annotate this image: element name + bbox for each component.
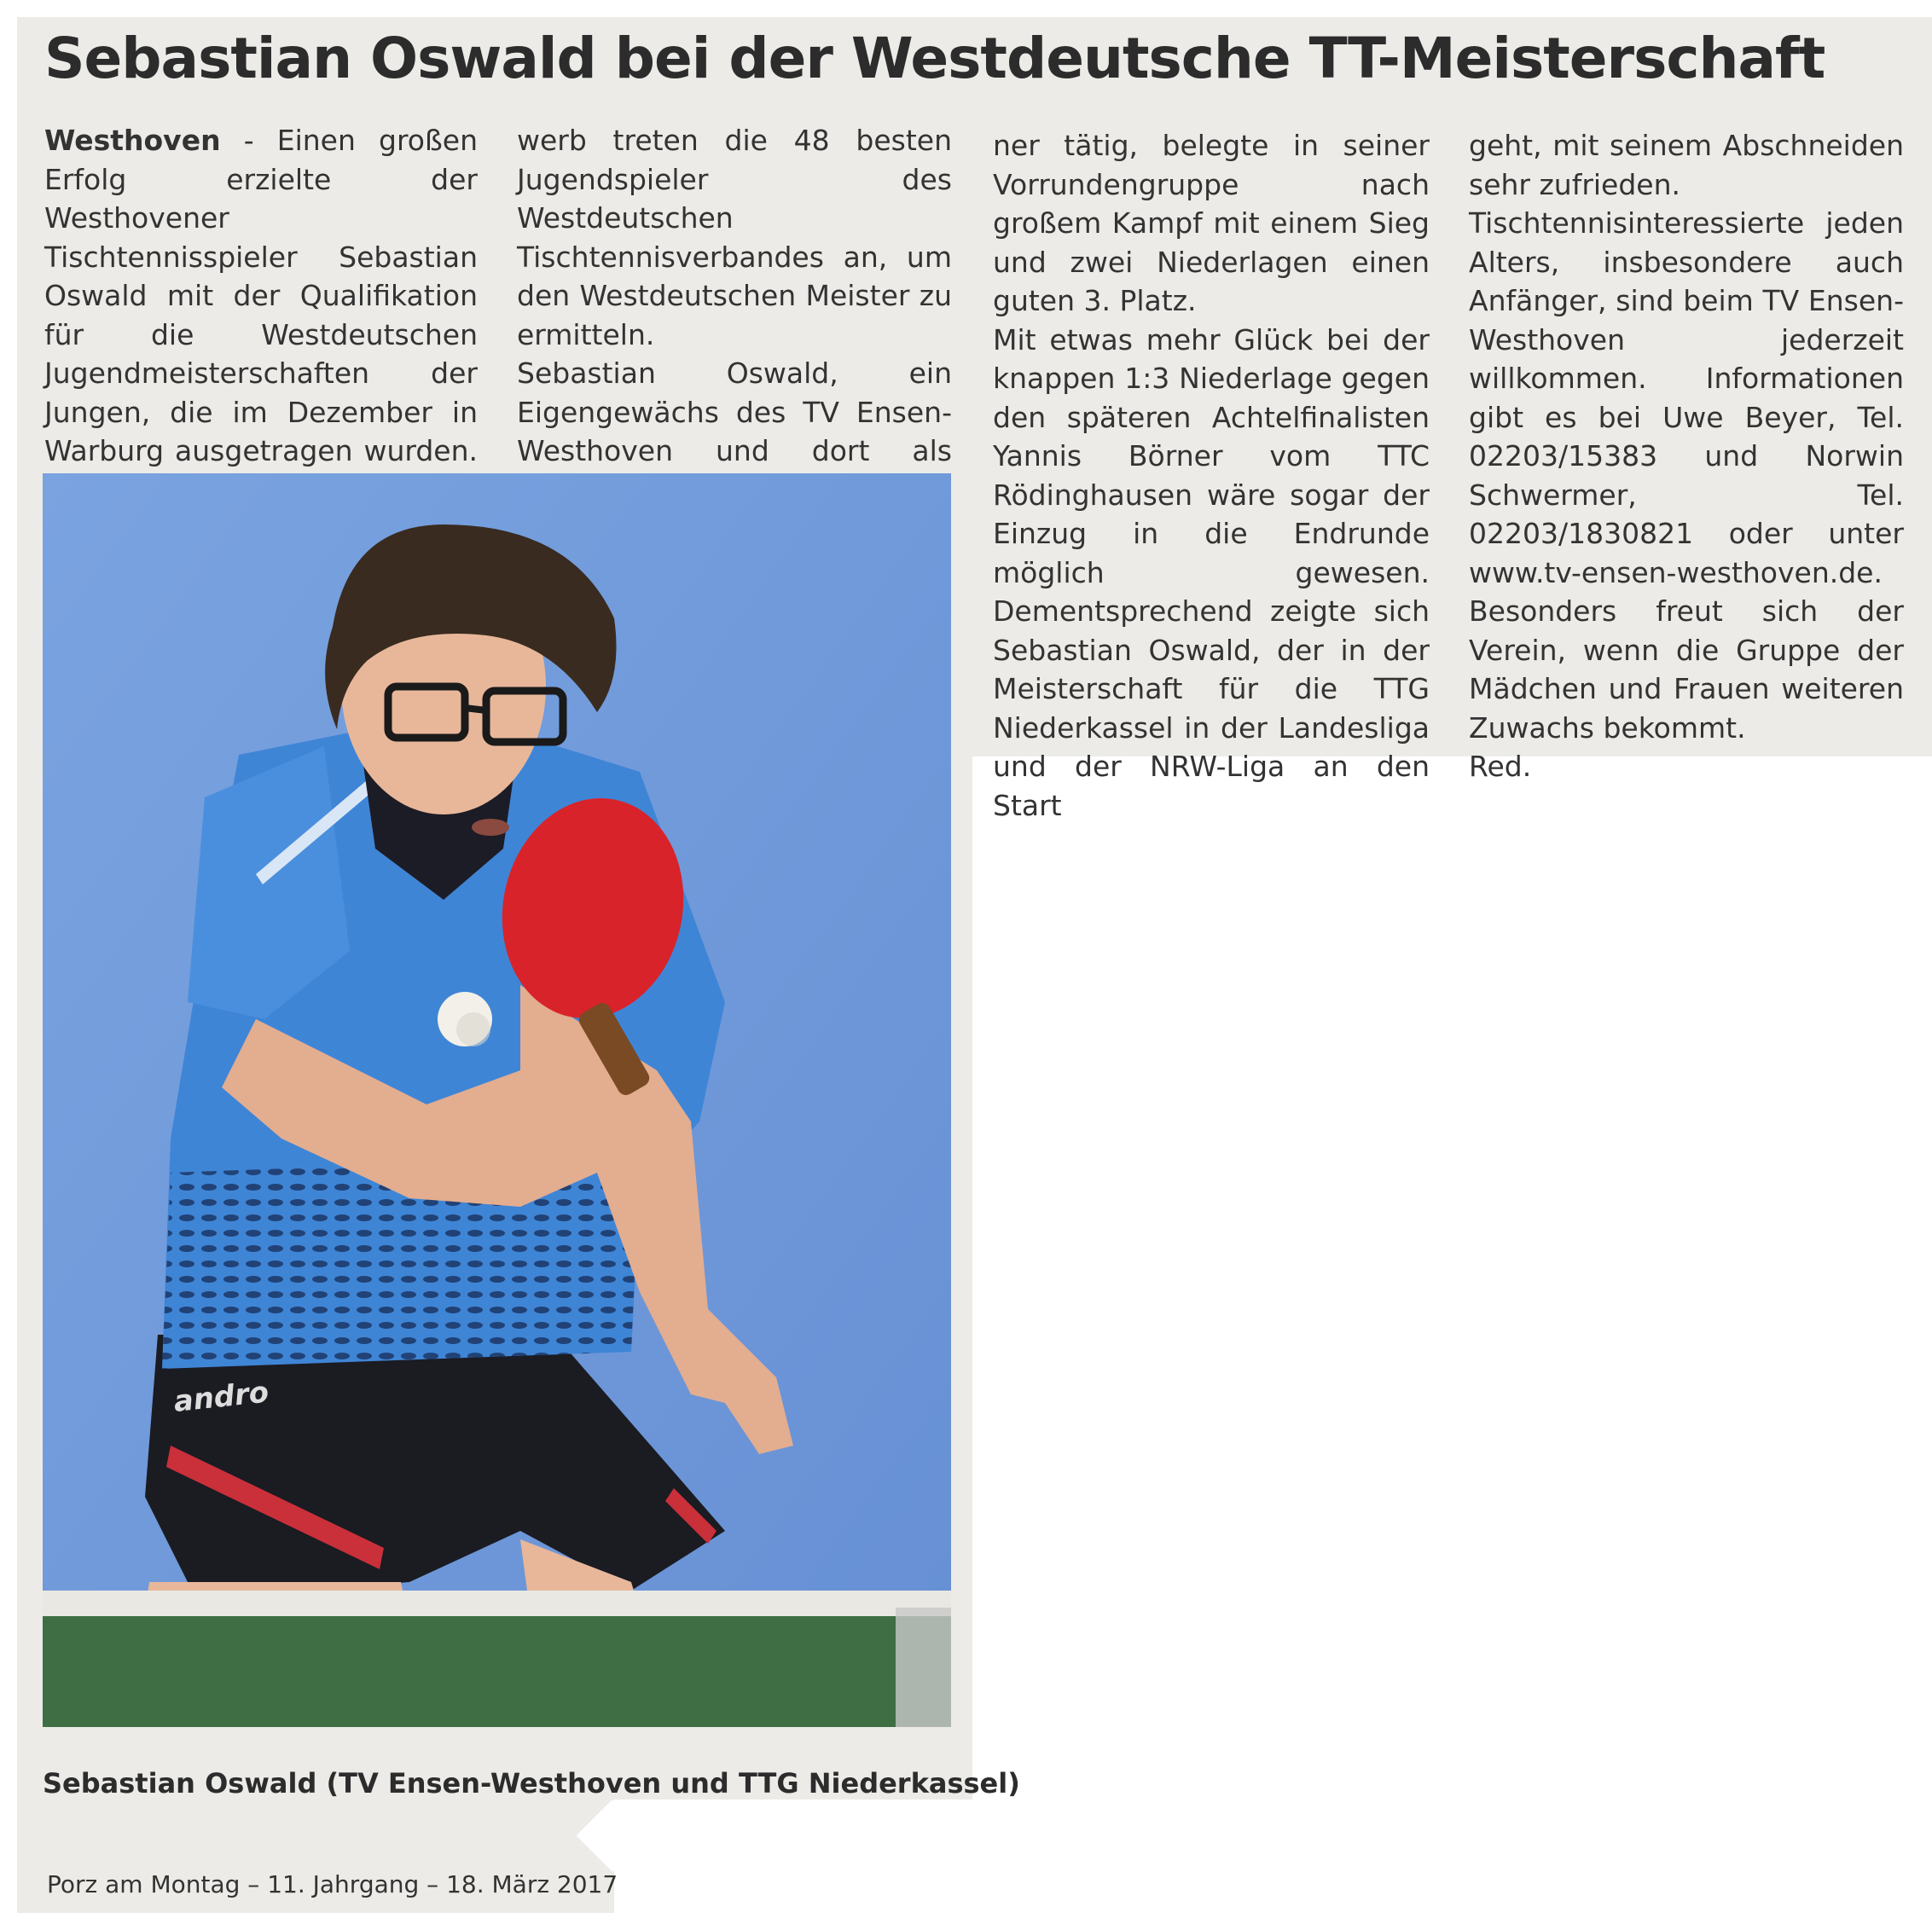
article-photo (43, 473, 951, 1727)
ball-shadow (456, 1012, 490, 1046)
article-column-3 (993, 126, 1430, 825)
table-surface (43, 1616, 951, 1727)
article-paragraph (44, 121, 478, 509)
article-paragraph: Besonders freut sich der Verein, wenn die Gruppe der Mädchen und Frauen weiteren Zuwachs bekommt. (1469, 594, 1904, 745)
article-dateline: Westhoven (44, 124, 221, 157)
article-column-4 (1469, 126, 1904, 786)
player-mouth (472, 819, 509, 836)
article-paragraph: Sebastian Oswald, ein Eigengewächs des TV Ensen-Westhoven und dort als (517, 356, 952, 467)
table-net-edge (43, 1591, 951, 1616)
article-paragraph: ner tätig, belegte in seiner Vorrundengruppe nach großem Kampf mit einem Sieg und zwei Niederlagen einen guten 3. Platz. (993, 129, 1430, 317)
shorts-brand-logo: andro (171, 1375, 270, 1419)
photo-caption: Sebastian Oswald (TV Ensen-Westhoven und TTG Niederkassel) (43, 1767, 1020, 1800)
article-headline: Sebastian Oswald bei der Westdeutsche TT-Meisterschaft (44, 26, 1825, 91)
article-column-2 (517, 121, 952, 509)
article-paragraph: geht, mit seinem Abschneiden sehr zufrieden. (1469, 129, 1904, 201)
article-paragraph: Mit etwas mehr Glück bei der knappen 1:3 Niederlage gegen den späteren Achtelfinalisten Yannis Börner vom TTC Rödinghausen wäre sogar der Einzug in die Endrunde möglich gewesen. Dementsprechend zeigte sich Sebastian Oswald, der in der Meisterschaft für die TTG Niederkassel in der Landesliga und der NRW-Liga an den Start (993, 322, 1430, 822)
article-paragraph: werb treten die 48 besten Jugendspieler des Westdeutschen Tischtennisverbandes an, um den Westdeutschen Meister zu ermitteln. (517, 124, 952, 351)
table-net-post (896, 1608, 951, 1727)
table-tennis-player-illustration (43, 473, 951, 1727)
article-paragraph: Red. (1469, 750, 1532, 783)
article-column-1 (44, 121, 478, 509)
article-paragraph: Tischtennisinteressierte jeden Alters, insbesondere auch Anfänger, sind beim TV Ensen-Westhoven jederzeit willkommen. Informationen gibt es bei Uwe Beyer, Tel. 02203/15383 und Norwin Schwermer, Tel. 02203/1830821 oder unter www.tv-ensen-westhoven.de. (1469, 206, 1904, 589)
glasses-bridge (465, 708, 486, 710)
article-text: - Einen großen Erfolg erzielte der Westhovener Tischtennisspieler Sebastian Oswald mit der Qualifikation für die Westdeutschen Jugendmeisterschaften der Jungen, die im Dezember in Warburg ausgetragen wurden. (44, 124, 478, 467)
publication-line: Porz am Montag – 11. Jahrgang – 18. März 2017 (47, 1870, 618, 1898)
